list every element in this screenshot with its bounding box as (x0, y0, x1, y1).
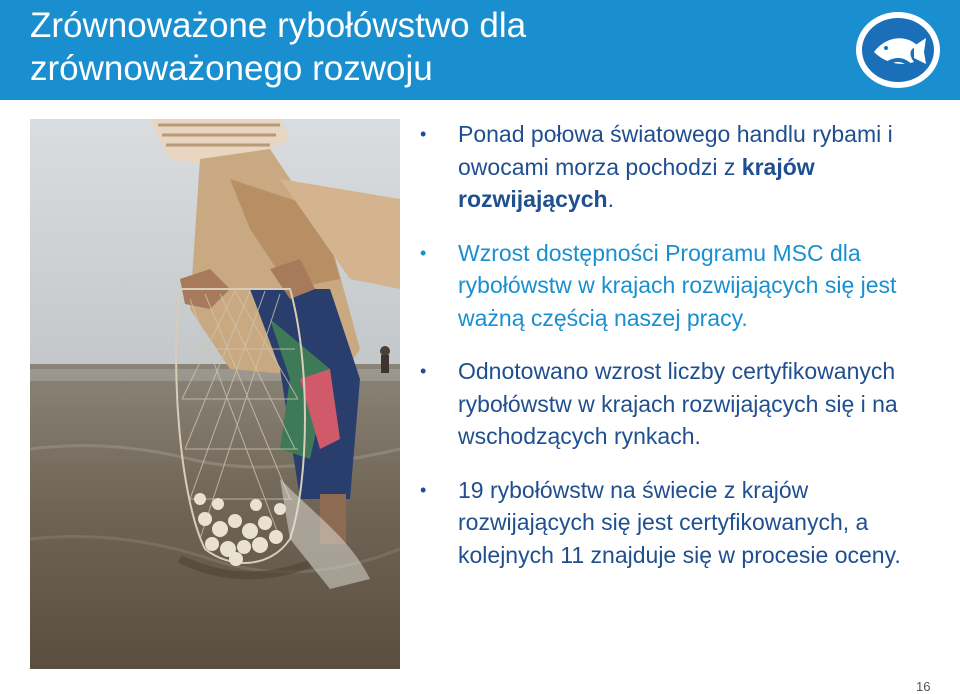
bullet-marker: • (420, 361, 427, 381)
fisherwoman-net-photo (30, 119, 400, 669)
bullet-marker: • (420, 242, 427, 263)
bullet-marker: • (420, 124, 427, 144)
bullet-item-2 (420, 237, 940, 335)
bullet-3-text: Odnotowano wzrost liczby certyfikowanych rybołówstw w krajach rozwijających się i na wschodzących rynkach. (458, 358, 898, 449)
bullet-1-suffix: . (607, 186, 614, 212)
bullet-item-4 (420, 474, 940, 572)
msc-logo-icon (852, 8, 944, 92)
bullet-list (420, 118, 940, 592)
title-line-1: Zrównoważone rybołówstwo dla (30, 6, 527, 45)
page-number: 16 (916, 679, 931, 694)
bullet-4-text: 19 rybołówstw na świecie z krajów rozwijających się jest certyfikowanych, a kolejnych 11 znajduje się w procesie oceny. (458, 476, 901, 568)
bullet-1-text: Ponad połowa światowego handlu rybami i owocami morza pochodzi z (458, 121, 893, 180)
bullet-item-3 (420, 355, 940, 453)
header-bar (0, 0, 960, 100)
title-line-2: zrównoważonego rozwoju (30, 49, 433, 88)
bullet-2-text: Wzrost dostępności Programu MSC dla rybołówstw w krajach rozwijających się jest ważną częścią naszej pracy. (458, 239, 897, 331)
fisherwoman-photo (30, 119, 400, 669)
bullet-item-1 (420, 118, 940, 216)
bullet-1-emphasis: krajów rozwijających (458, 153, 815, 212)
slide-title (30, 4, 810, 90)
bullet-marker: • (420, 479, 427, 500)
